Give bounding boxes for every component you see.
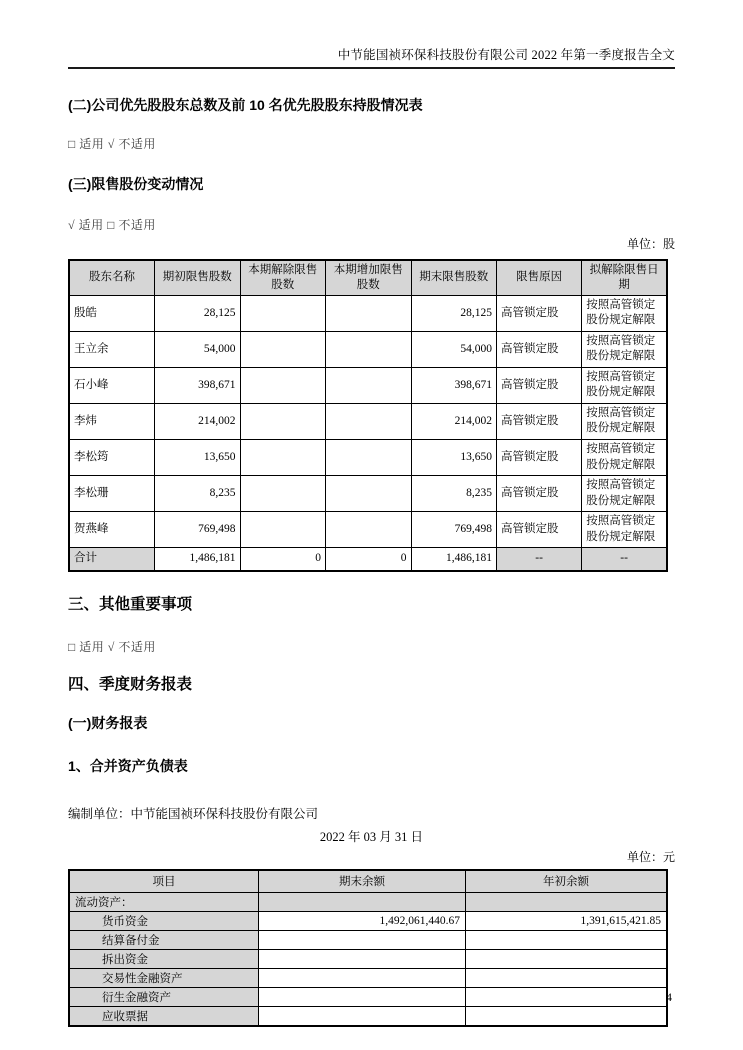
col-end-restricted: 期末限售股数	[411, 260, 497, 295]
shareholder-name: 李炜	[69, 403, 155, 439]
table-row	[69, 367, 667, 403]
balance-sheet-header-row	[69, 870, 667, 893]
ending-balance	[259, 931, 466, 950]
col-release-date: 拟解除限售日期	[582, 260, 667, 295]
beginning-balance	[465, 1007, 667, 1027]
page-header	[0, 0, 743, 63]
table-row	[69, 476, 667, 512]
total-restriction-reason: --	[497, 548, 582, 571]
unit-label-shares: 单位：股	[626, 237, 675, 251]
table-row	[69, 440, 667, 476]
total-added-shares: 0	[326, 548, 412, 571]
added-shares	[326, 295, 412, 331]
beginning-balance	[465, 969, 667, 988]
released-shares	[240, 331, 326, 367]
balance-sheet-date: 2022 年 03 月 31 日	[319, 829, 424, 844]
restriction-reason: 高管锁定股	[497, 440, 582, 476]
col-shareholder-name: 股东名称	[69, 260, 155, 295]
item-label: 交易性金融资产	[69, 969, 259, 988]
released-shares	[240, 440, 326, 476]
begin-shares: 8,235	[155, 476, 241, 512]
restriction-reason: 高管锁定股	[497, 403, 582, 439]
shareholder-name: 李松珊	[69, 476, 155, 512]
section-preferred-shareholders-heading: (二)公司优先股股东总数及前 10 名优先股股东持股情况表	[68, 97, 423, 113]
shareholder-name: 王立余	[69, 331, 155, 367]
added-shares	[326, 512, 412, 548]
item-label: 衍生金融资产	[69, 988, 259, 1007]
page-content	[0, 95, 743, 1027]
table-total-row	[69, 548, 667, 571]
header-title: 中节能国祯环保科技股份有限公司 2022 年第一季度报告全文	[337, 48, 675, 62]
begin-shares: 13,650	[155, 440, 241, 476]
begin-shares: 214,002	[155, 403, 241, 439]
table-row	[69, 931, 667, 950]
beginning-balance	[465, 950, 667, 969]
added-shares	[326, 331, 412, 367]
end-shares: 8,235	[411, 476, 497, 512]
release-date: 按照高管锁定股份规定解限	[582, 295, 667, 331]
end-shares: 13,650	[411, 440, 497, 476]
released-shares	[240, 512, 326, 548]
preferred-shareholders-applicability: □ 适用 √ 不适用	[68, 137, 156, 151]
released-shares	[240, 367, 326, 403]
balance-sheet-subheading: 1、合并资产负债表	[68, 757, 188, 774]
added-shares	[326, 440, 412, 476]
table-row	[69, 331, 667, 367]
end-shares: 769,498	[411, 512, 497, 548]
released-shares	[240, 476, 326, 512]
col-released: 本期解除限售股数	[240, 260, 326, 295]
unit-label-yuan: 单位：元	[626, 849, 675, 864]
total-released-shares: 0	[240, 548, 326, 571]
col-added: 本期增加限售股数	[326, 260, 412, 295]
restricted-shares-table	[68, 259, 668, 572]
col-item: 项目	[69, 870, 259, 893]
page-number: 4	[666, 990, 672, 1004]
col-begin-restricted: 期初限售股数	[155, 260, 241, 295]
section-other-matters-heading: 三、其他重要事项	[68, 595, 193, 613]
shareholder-name: 贺燕峰	[69, 512, 155, 548]
restriction-reason: 高管锁定股	[497, 367, 582, 403]
shareholder-name: 石小峰	[69, 367, 155, 403]
ending-balance	[259, 988, 466, 1007]
release-date: 按照高管锁定股份规定解限	[582, 512, 667, 548]
shareholder-name: 殷皓	[69, 295, 155, 331]
balance-sheet-table	[68, 869, 668, 1028]
restriction-reason: 高管锁定股	[497, 512, 582, 548]
release-date: 按照高管锁定股份规定解限	[582, 476, 667, 512]
released-shares	[240, 403, 326, 439]
added-shares	[326, 403, 412, 439]
table-row	[69, 950, 667, 969]
section-row-current-assets	[69, 893, 667, 912]
ending-balance: 1,492,061,440.67	[259, 912, 466, 931]
release-date: 按照高管锁定股份规定解限	[582, 367, 667, 403]
restriction-reason: 高管锁定股	[497, 295, 582, 331]
added-shares	[326, 367, 412, 403]
released-shares	[240, 295, 326, 331]
item-label: 拆出资金	[69, 950, 259, 969]
end-shares: 214,002	[411, 403, 497, 439]
table-row	[69, 1007, 667, 1027]
table-row	[69, 512, 667, 548]
end-shares: 398,671	[411, 367, 497, 403]
restriction-reason: 高管锁定股	[497, 476, 582, 512]
ending-balance	[259, 969, 466, 988]
table-row	[69, 912, 667, 931]
col-restriction-reason: 限售原因	[497, 260, 582, 295]
ending-balance	[259, 1007, 466, 1027]
restriction-reason: 高管锁定股	[497, 331, 582, 367]
beginning-balance: 1,391,615,421.85	[465, 912, 667, 931]
total-release-date: --	[582, 548, 667, 571]
beginning-balance	[465, 988, 667, 1007]
table-row	[69, 295, 667, 331]
item-label: 应收票据	[69, 1007, 259, 1027]
release-date: 按照高管锁定股份规定解限	[582, 440, 667, 476]
header-rule	[68, 67, 675, 69]
ending-balance	[259, 893, 466, 912]
ending-balance	[259, 950, 466, 969]
restricted-shares-applicability: √ 适用 □ 不适用	[68, 218, 156, 232]
prepared-by-line: 编制单位：中节能国祯环保科技股份有限公司	[68, 806, 319, 821]
beginning-balance	[465, 931, 667, 950]
item-label: 流动资产：	[69, 893, 259, 912]
section-quarterly-statements-heading: 四、季度财务报表	[68, 675, 193, 693]
end-shares: 28,125	[411, 295, 497, 331]
total-end-shares: 1,486,181	[411, 548, 497, 571]
added-shares	[326, 476, 412, 512]
begin-shares: 769,498	[155, 512, 241, 548]
section-restricted-shares-heading: (三)限售股份变动情况	[68, 176, 204, 192]
release-date: 按照高管锁定股份规定解限	[582, 331, 667, 367]
table-row	[69, 969, 667, 988]
col-beginning-balance: 年初余额	[465, 870, 667, 893]
financial-statements-subheading: (一)财务报表	[68, 714, 148, 731]
col-ending-balance: 期末余额	[259, 870, 466, 893]
end-shares: 54,000	[411, 331, 497, 367]
begin-shares: 54,000	[155, 331, 241, 367]
item-label: 结算备付金	[69, 931, 259, 950]
other-matters-applicability: □ 适用 √ 不适用	[68, 639, 156, 654]
table-row	[69, 988, 667, 1007]
beginning-balance	[465, 893, 667, 912]
begin-shares: 398,671	[155, 367, 241, 403]
release-date: 按照高管锁定股份规定解限	[582, 403, 667, 439]
table-row	[69, 403, 667, 439]
total-label: 合计	[69, 548, 155, 571]
item-label: 货币资金	[69, 912, 259, 931]
begin-shares: 28,125	[155, 295, 241, 331]
shareholder-name: 李松筠	[69, 440, 155, 476]
restricted-table-header-row	[69, 260, 667, 295]
total-begin-shares: 1,486,181	[155, 548, 241, 571]
